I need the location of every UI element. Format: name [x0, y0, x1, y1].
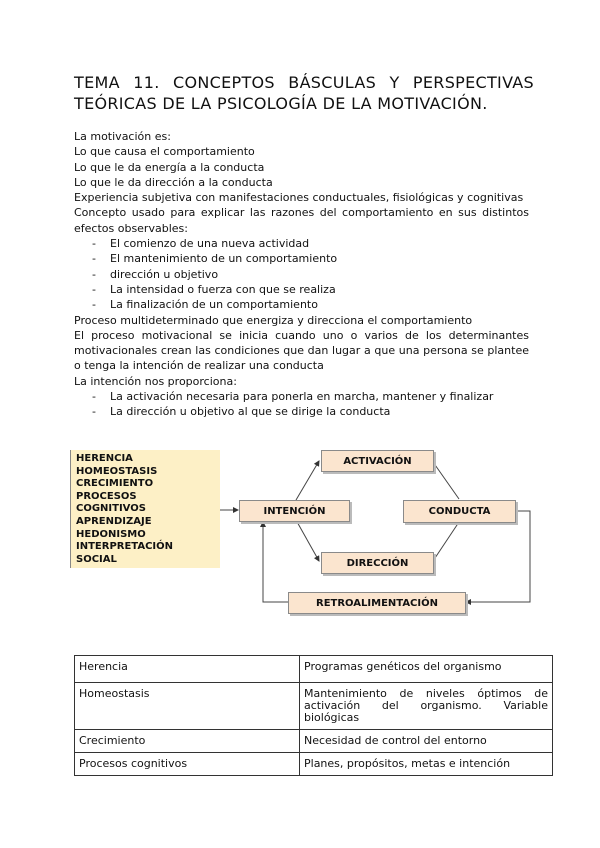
determinant: COGNITIVOS	[76, 503, 146, 515]
table-row	[75, 753, 553, 776]
table-cell: Homeostasis	[75, 683, 300, 730]
arrow-intencion-activacion	[296, 461, 319, 500]
list-text: La activación necesaria para ponerla en marcha, mantener y finalizar	[110, 390, 494, 404]
table-cell: Crecimiento	[75, 730, 300, 753]
table-row	[75, 730, 553, 753]
table-cell: Procesos cognitivos	[75, 753, 300, 776]
table-cell: Herencia	[75, 656, 300, 683]
paragraph: Concepto usado para explicar las razones del comportamiento en sus distintos efectos observables:	[74, 206, 529, 235]
paragraph: Experiencia subjetiva con manifestaciones conductuales, fisiológicas y cognitivas	[74, 191, 524, 205]
title-line: TEÓRICAS DE LA PSICOLOGÍA DE LA MOTIVACIÓN.	[74, 94, 488, 113]
list-text: dirección u objetivo	[110, 267, 219, 281]
direccion-box: DIRECCIÓN	[321, 552, 434, 574]
list-text: El mantenimiento de un comportamiento	[110, 252, 338, 266]
paragraph: El proceso motivacional se inicia cuando uno o varios de los determinantes motivacionales crean las condiciones que dan lugar a que una persona se plantee o tenga la intención de realizar una conducta	[74, 328, 529, 373]
determinant: PROCESOS	[76, 490, 137, 502]
determinant: CRECIMIENTO	[76, 478, 154, 490]
bullet-dash: -	[92, 298, 96, 312]
determinant: HEDONISMO	[76, 528, 146, 540]
paragraph: Lo que le da energía a la conducta	[74, 160, 265, 174]
paragraph: Lo que le da dirección a la conducta	[74, 175, 273, 189]
paragraph: Lo que causa el comportamiento	[74, 145, 255, 159]
bullet-dash: -	[92, 390, 96, 404]
determinant: SOCIAL	[76, 553, 117, 565]
paragraph: La motivación es:	[74, 130, 171, 143]
table-row	[75, 683, 553, 730]
title-line: TEMA 11. CONCEPTOS BÁSCULAS Y PERSPECTIVAS	[74, 73, 534, 92]
arrow-intencion-direccion	[296, 520, 319, 561]
determinant: HERENCIA	[76, 453, 133, 464]
line-activacion-conducta	[433, 462, 459, 499]
bullet-dash: -	[92, 282, 96, 296]
list-text: La intensidad o fuerza con que se realiza	[110, 282, 336, 296]
determinant: INTERPRETACIÓN	[76, 541, 174, 553]
determinants-box	[70, 450, 220, 568]
table-cell: Necesidad de control del entorno	[300, 730, 553, 753]
intencion-box: INTENCIÓN	[239, 500, 350, 522]
retroalimentacion-box: RETROALIMENTACIÓN	[288, 592, 466, 614]
conducta-box: CONDUCTA	[403, 500, 516, 523]
table-cell: Programas genéticos del organismo	[300, 656, 553, 683]
list-text: El comienzo de una nueva actividad	[110, 237, 310, 251]
list-text: La finalización de un comportamiento	[110, 298, 318, 312]
line-direccion-conducta	[433, 522, 459, 561]
arrow-conducta-retro	[466, 511, 530, 602]
bullet-dash: -	[92, 405, 96, 419]
paragraph: La intención nos proporciona:	[74, 374, 237, 388]
table-cell: Mantenimiento de niveles óptimos de activación del organismo. Variable biológicas	[300, 683, 553, 730]
determinant: APRENDIZAJE	[76, 515, 152, 527]
table-cell: Planes, propósitos, metas e intención	[300, 753, 553, 776]
determinants-table	[74, 655, 553, 776]
bullet-dash: -	[92, 237, 96, 251]
bullet-dash: -	[92, 252, 96, 266]
list-text: La dirección u objetivo al que se dirige la conducta	[110, 405, 391, 419]
bullet-dash: -	[92, 267, 96, 281]
determinant: HOMEOSTASIS	[76, 465, 158, 477]
activacion-box: ACTIVACIÓN	[321, 450, 434, 472]
paragraph: Proceso multideterminado que energiza y direcciona el comportamiento	[74, 313, 473, 327]
table-row	[75, 656, 553, 683]
arrow-retro-intencion	[263, 522, 288, 602]
